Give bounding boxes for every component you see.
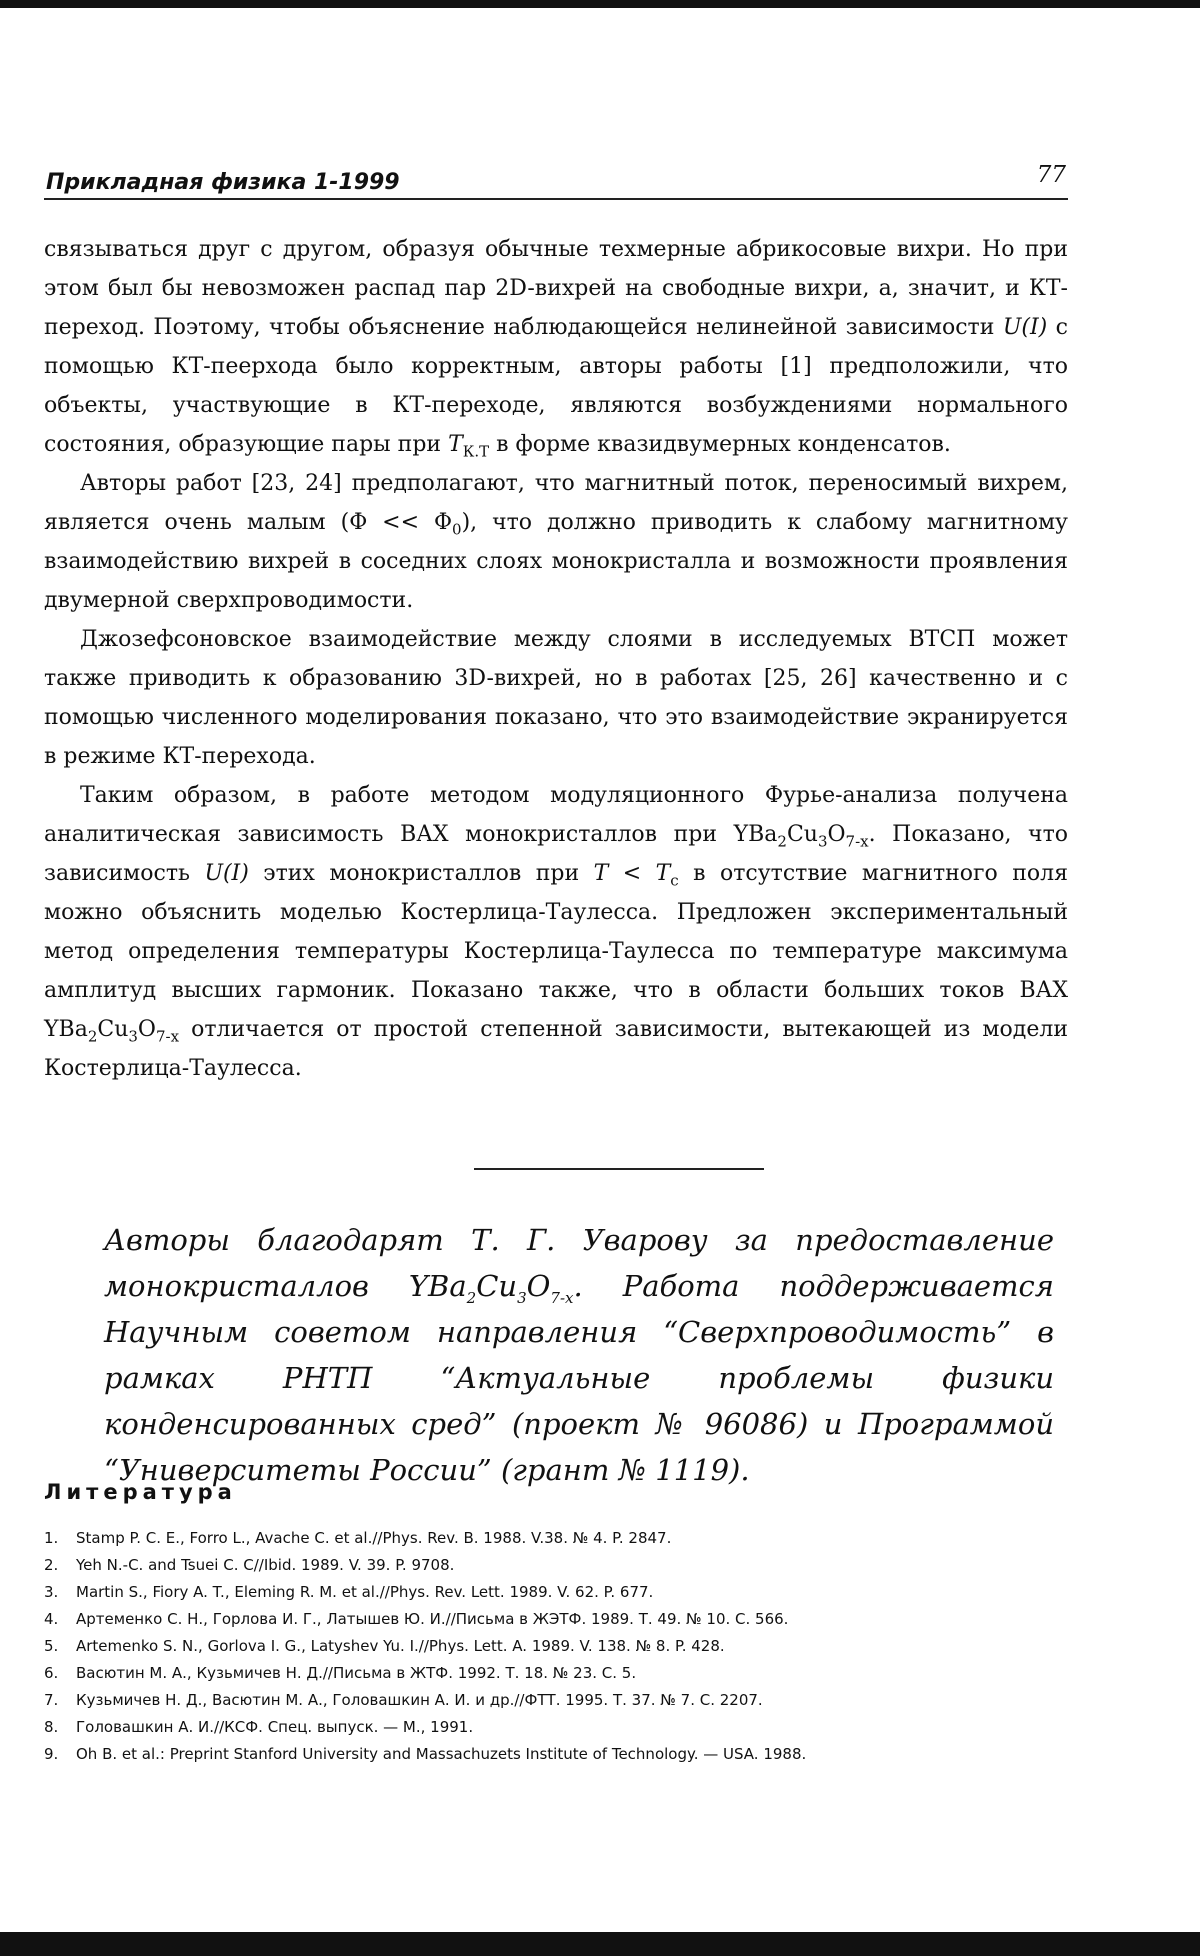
page-number: 77 bbox=[1036, 162, 1066, 188]
reference-item bbox=[44, 1557, 1068, 1574]
paragraph-2 bbox=[44, 464, 1068, 620]
text-run: O bbox=[827, 822, 846, 847]
text-run: Cu bbox=[97, 1017, 129, 1042]
reference-number: 1. bbox=[44, 1529, 59, 1547]
formula-subscript: К.Т bbox=[462, 442, 490, 461]
formula-u-i: U(I) bbox=[1002, 315, 1048, 340]
reference-number: 4. bbox=[44, 1610, 59, 1628]
reference-text: Артеменко С. Н., Горлова И. Г., Латышев Ю. И.//Письма в ЖЭТФ. 1989. Т. 49. № 10. С. 566. bbox=[76, 1610, 789, 1628]
formula-t: T bbox=[448, 432, 463, 457]
paragraph-3: Джозефсоновское взаимодействие между слоями в исследуемых ВТСП может также приводить к образованию 3D-вихрей, но в работах [25, 26] качественно и с помощью численного моделирования показано, что это взаимодействие экранируется в режиме КТ-перехода. bbox=[44, 627, 1068, 769]
text-run: в отсутствие магнитного поля можно объяснить моделью Костерлица-Таулесса. Предложен экспериментальный метод определения температуры Костерлица-Таулесса по температуре максимума амплитуд высших гармоник. Показано также, что в области больших токов ВАХ YBa bbox=[44, 861, 1069, 1042]
journal-title: Прикладная физика 1-1999 bbox=[46, 170, 400, 195]
reference-number: 3. bbox=[44, 1583, 59, 1601]
text-run: ), что должно приводить к слабому магнитному взаимодействию вихрей в соседних слоях монокристалла и возможности проявления двумерной сверхпроводимости. bbox=[44, 510, 1069, 613]
reference-item bbox=[44, 1665, 1068, 1682]
reference-item bbox=[44, 1638, 1068, 1655]
text-run: в форме квазидвумерных конденсатов. bbox=[489, 432, 951, 457]
text-run: . Показано, что зависимость bbox=[44, 822, 1068, 886]
reference-item bbox=[44, 1611, 1068, 1628]
text-run: Таким образом, в работе методом модуляционного Фурье-анализа получена аналитическая зависимость ВАХ монокристаллов при YBa bbox=[44, 783, 1068, 847]
text-run: Cu bbox=[476, 1269, 518, 1303]
text-run: связываться друг с другом, образуя обычные техмерные абрикосовые вихри. Но при этом был бы невозможен распад пар 2D-вихрей на свободные вихри, а, значит, и КТ-переход. Поэтому, чтобы объяснение наблюдающейся нелинейной зависимости bbox=[44, 237, 1068, 340]
reference-list bbox=[44, 1530, 1068, 1773]
paragraph-1 bbox=[44, 230, 1068, 464]
reference-text: Artemenko S. N., Gorlova I. G., Latyshev Yu. I.//Phys. Lett. A. 1989. V. 138. № 8. P. 428. bbox=[76, 1637, 725, 1655]
reference-number: 7. bbox=[44, 1691, 59, 1709]
reference-number: 6. bbox=[44, 1664, 59, 1682]
reference-number: 9. bbox=[44, 1745, 59, 1763]
paragraph-4 bbox=[44, 776, 1068, 1088]
reference-text: Кузьмичев Н. Д., Васютин М. А., Головашкин А. И. и др.//ФТТ. 1995. Т. 37. № 7. С. 2207. bbox=[76, 1691, 763, 1709]
formula-u-i: U(I) bbox=[204, 861, 249, 886]
running-head bbox=[44, 158, 1068, 200]
reference-text: Головашкин А. И.//КСФ. Спец. выпуск. — М., 1991. bbox=[76, 1718, 474, 1736]
text-run: этих монокристаллов при bbox=[248, 861, 594, 886]
text-run: Авторы благодарят Т. Г. Уварову за предоставление монокристаллов YBa bbox=[104, 1223, 1054, 1303]
text-run: O bbox=[526, 1269, 551, 1303]
text-run: O bbox=[137, 1017, 156, 1042]
reference-text: Yeh N.-C. and Tsuei C. C//Ibid. 1989. V. 39. P. 9708. bbox=[76, 1556, 455, 1574]
acknowledgement bbox=[104, 1217, 1054, 1493]
reference-text: Васютин М. А., Кузьмичев Н. Д.//Письма в ЖТФ. 1992. Т. 18. № 23. С. 5. bbox=[76, 1664, 637, 1682]
text-run: Авторы работ [23, 24] предполагают, что магнитный поток, переносимый вихрем, является очень малым (Φ << Φ bbox=[44, 471, 1068, 535]
reference-text: Oh B. et al.: Preprint Stanford University and Massachuzets Institute of Technology. — USA. 1988. bbox=[76, 1745, 807, 1763]
text-run: с помощью КТ-пеерхода было корректным, авторы работы [1] предположили, что объекты, участвующие в КТ-переходе, являются возбуждениями нормального состояния, образующие пары при bbox=[44, 315, 1068, 457]
text-run: отличается от простой степенной зависимости, вытекающей из модели Костерлица-Таулесса. bbox=[44, 1017, 1068, 1081]
formula-subscript: 7-x bbox=[845, 832, 869, 851]
reference-text: Stamp P. C. E., Forro L., Avache C. et al.//Phys. Rev. B. 1988. V.38. № 4. P. 2847. bbox=[76, 1529, 672, 1547]
scan-border-top bbox=[0, 0, 1200, 8]
formula-subscript: c bbox=[670, 871, 679, 890]
scan-border-bottom bbox=[0, 1932, 1200, 1956]
formula-t-less-tc: T < T bbox=[593, 861, 671, 886]
reference-item bbox=[44, 1530, 1068, 1547]
reference-item bbox=[44, 1719, 1068, 1736]
reference-item bbox=[44, 1692, 1068, 1709]
reference-text: Martin S., Fiory A. T., Eleming R. M. et al.//Phys. Rev. Lett. 1989. V. 62. P. 677. bbox=[76, 1583, 654, 1601]
section-divider bbox=[474, 1168, 764, 1170]
formula-subscript: 3 bbox=[128, 1027, 138, 1046]
formula-subscript: 3 bbox=[817, 832, 828, 851]
body-text bbox=[44, 230, 1068, 1088]
formula-subscript: 3 bbox=[517, 1288, 527, 1307]
reference-number: 8. bbox=[44, 1718, 59, 1736]
references-heading: Литература bbox=[44, 1480, 237, 1504]
reference-number: 2. bbox=[44, 1556, 59, 1574]
formula-subscript: 2 bbox=[87, 1027, 98, 1046]
text-run: Cu bbox=[786, 822, 818, 847]
formula-subscript: 7-x bbox=[155, 1027, 180, 1046]
formula-subscript: 0 bbox=[452, 520, 462, 539]
formula-subscript: 2 bbox=[466, 1288, 477, 1307]
reference-item bbox=[44, 1746, 1068, 1763]
formula-subscript: 7-x bbox=[550, 1288, 574, 1307]
text-run: . Работа поддерживается Научным советом направления “Сверхпроводимость” в рамках РНТП “Актуальные проблемы физики конденсированных сред” (проект № 96086) и Программой “Университеты России” (грант № 1119). bbox=[104, 1269, 1054, 1487]
reference-item bbox=[44, 1584, 1068, 1601]
formula-subscript: 2 bbox=[777, 832, 787, 851]
reference-number: 5. bbox=[44, 1637, 59, 1655]
